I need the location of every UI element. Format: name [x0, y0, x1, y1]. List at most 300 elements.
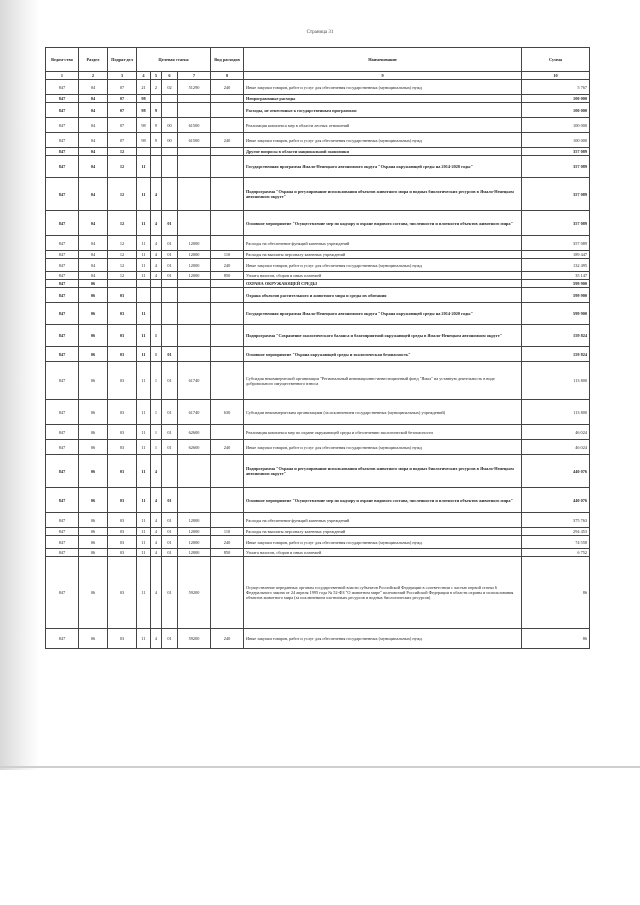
cell-cs2 [151, 156, 162, 178]
table-row [46, 95, 590, 103]
cell-podrazdel: 03 [108, 362, 137, 400]
cell-podrazdel: 03 [108, 629, 137, 649]
cell-razdel: 06 [79, 440, 108, 455]
cell-cs2: 4 [151, 488, 162, 513]
cell-cs1: 11 [137, 211, 151, 236]
table-row [46, 178, 590, 211]
cell-ved: 847 [46, 259, 79, 272]
cell-cs3 [162, 148, 178, 156]
cell-ved: 847 [46, 536, 79, 549]
cell-cs4: 61740 [178, 362, 211, 400]
cell-sum: 294 453 [522, 528, 590, 536]
cell-vid [211, 425, 244, 440]
cell-cs4 [178, 280, 211, 288]
cell-cs4 [178, 488, 211, 513]
cell-cs2: 4 [151, 178, 162, 211]
cell-cs2: 4 [151, 259, 162, 272]
header-sum: Сумма [522, 48, 590, 72]
header-vid: Вид расходов [211, 48, 244, 72]
cell-podrazdel: 12 [108, 178, 137, 211]
column-index-cell: 2 [79, 72, 108, 80]
cell-vid [211, 118, 244, 133]
cell-cs1: 98 [137, 118, 151, 133]
cell-cs1 [137, 148, 151, 156]
cell-cs3: 01 [162, 259, 178, 272]
cell-cs4: 62600 [178, 440, 211, 455]
cell-podrazdel: 12 [108, 211, 137, 236]
cell-cs4: 62600 [178, 425, 211, 440]
cell-ved: 847 [46, 488, 79, 513]
cell-name: Другие вопросы в области национальной экономики [244, 148, 522, 156]
cell-podrazdel: 12 [108, 259, 137, 272]
cell-cs2: 4 [151, 236, 162, 251]
cell-razdel: 06 [79, 280, 108, 288]
cell-cs4: 59200 [178, 557, 211, 629]
cell-vid [211, 347, 244, 362]
cell-razdel: 04 [79, 118, 108, 133]
cell-sum: 6 752 [522, 549, 590, 557]
cell-cs2: 4 [151, 528, 162, 536]
cell-cs3 [162, 325, 178, 347]
column-index-row [46, 72, 590, 80]
column-index-cell: 10 [522, 72, 590, 80]
cell-vid [211, 362, 244, 400]
cell-cs1: 11 [137, 629, 151, 649]
cell-cs4 [178, 211, 211, 236]
cell-podrazdel: 03 [108, 325, 137, 347]
table-row [46, 629, 590, 649]
cell-ved: 847 [46, 362, 79, 400]
cell-podrazdel: 03 [108, 440, 137, 455]
cell-cs2: 1 [151, 347, 162, 362]
cell-cs4 [178, 325, 211, 347]
cell-vid [211, 156, 244, 178]
cell-ved: 847 [46, 272, 79, 280]
cell-podrazdel: 12 [108, 236, 137, 251]
cell-sum: 100 000 [522, 103, 590, 118]
cell-sum: 5 767 [522, 80, 590, 95]
cell-cs1: 11 [137, 325, 151, 347]
cell-razdel: 04 [79, 80, 108, 95]
cell-vid [211, 325, 244, 347]
cell-name: Основное мероприятие "Охрана окружающей среды и экологическая безопасность" [244, 347, 522, 362]
cell-cs2: 9 [151, 133, 162, 148]
table-row [46, 347, 590, 362]
cell-razdel: 06 [79, 400, 108, 425]
table-row [46, 236, 590, 251]
cell-ved: 847 [46, 528, 79, 536]
cell-podrazdel: 07 [108, 133, 137, 148]
cell-cs2: 1 [151, 362, 162, 400]
cell-name: Государственная программа Ямало-Ненецкого автономного округа "Охрана окружающей среды на 2014-2020 годы" [244, 156, 522, 178]
cell-cs1: 11 [137, 272, 151, 280]
cell-name: Иные закупки товаров, работ и услуг для обеспечения государственных (муниципальных) нужд [244, 629, 522, 649]
cell-ved: 847 [46, 557, 79, 629]
cell-ved: 847 [46, 425, 79, 440]
cell-ved: 847 [46, 156, 79, 178]
cell-name: Иные закупки товаров, работ и услуг для обеспечения государственных (муниципальных) нужд [244, 259, 522, 272]
cell-cs1: 11 [137, 400, 151, 425]
cell-cs1: 21 [137, 80, 151, 95]
cell-vid [211, 488, 244, 513]
table-row [46, 513, 590, 528]
cell-vid [211, 95, 244, 103]
cell-name: Расходы на выплаты персоналу казенных учреждений [244, 251, 522, 259]
cell-vid: 850 [211, 549, 244, 557]
cell-cs1: 11 [137, 549, 151, 557]
cell-ved: 847 [46, 178, 79, 211]
header-celevaya: Целевая статья [137, 48, 211, 72]
cell-razdel: 06 [79, 557, 108, 629]
cell-cs3: 02 [162, 80, 178, 95]
cell-cs1: 11 [137, 536, 151, 549]
cell-name: Иные закупки товаров, работ и услуг для обеспечения государственных (муниципальных) нужд [244, 80, 522, 95]
cell-cs3 [162, 455, 178, 488]
cell-name: Иные закупки товаров, работ и услуг для обеспечения государственных (муниципальных) нужд [244, 536, 522, 549]
cell-sum: 375 763 [522, 513, 590, 528]
cell-cs4: 12000 [178, 272, 211, 280]
cell-podrazdel: 07 [108, 103, 137, 118]
cell-vid: 240 [211, 80, 244, 95]
cell-name: Иные закупки товаров, работ и услуг для обеспечения государственных (муниципальных) нужд [244, 133, 522, 148]
table-row [46, 440, 590, 455]
cell-vid [211, 211, 244, 236]
cell-cs4: 12000 [178, 536, 211, 549]
cell-vid [211, 288, 244, 303]
cell-vid: 240 [211, 259, 244, 272]
cell-cs1: 98 [137, 103, 151, 118]
column-index-cell: 1 [46, 72, 79, 80]
cell-sum: 599 900 [522, 288, 590, 303]
cell-vid [211, 148, 244, 156]
cell-ved: 847 [46, 133, 79, 148]
cell-cs2: 4 [151, 549, 162, 557]
column-index-cell: 5 [151, 72, 162, 80]
cell-name: Уплата налогов, сборов и иных платежей [244, 549, 522, 557]
cell-sum: 35 147 [522, 272, 590, 280]
cell-vid [211, 236, 244, 251]
cell-name: ОХРАНА ОКРУЖАЮЩЕЙ СРЕДЫ [244, 280, 522, 288]
cell-podrazdel: 12 [108, 156, 137, 178]
cell-name: Подпрограмма "Сохранение экологического баланса и благоприятной окружающей среды в Ямало-Ненецком автономном округе" [244, 325, 522, 347]
cell-ved: 847 [46, 549, 79, 557]
cell-cs3: 01 [162, 513, 178, 528]
cell-ved: 847 [46, 95, 79, 103]
cell-ved: 847 [46, 513, 79, 528]
cell-podrazdel: 03 [108, 425, 137, 440]
cell-ved: 847 [46, 118, 79, 133]
cell-cs4: 12000 [178, 251, 211, 259]
cell-cs4: 12000 [178, 549, 211, 557]
cell-vid [211, 513, 244, 528]
cell-cs2: 4 [151, 211, 162, 236]
page-bottom-edge [0, 766, 640, 768]
cell-razdel: 06 [79, 528, 108, 536]
cell-cs4 [178, 148, 211, 156]
cell-ved: 847 [46, 251, 79, 259]
cell-sum: 599 900 [522, 280, 590, 288]
cell-cs2 [151, 288, 162, 303]
cell-razdel: 04 [79, 103, 108, 118]
cell-razdel: 06 [79, 288, 108, 303]
cell-cs3: 01 [162, 347, 178, 362]
cell-razdel: 06 [79, 325, 108, 347]
cell-razdel: 06 [79, 536, 108, 549]
table-row [46, 118, 590, 133]
cell-name: Основное мероприятие "Осуществление мер по надзору и охране видового состава, численности и плотности объектов животного мира" [244, 211, 522, 236]
table-row [46, 455, 590, 488]
cell-cs4: 12000 [178, 513, 211, 528]
cell-name: Реализация комплекса мер в области лесных отношений [244, 118, 522, 133]
cell-vid [211, 557, 244, 629]
cell-cs3: 01 [162, 440, 178, 455]
cell-cs1: 11 [137, 488, 151, 513]
cell-razdel: 06 [79, 455, 108, 488]
cell-cs1: 11 [137, 347, 151, 362]
cell-sum: 357 089 [522, 178, 590, 211]
cell-razdel: 06 [79, 629, 108, 649]
table-row [46, 557, 590, 629]
table-row [46, 425, 590, 440]
cell-cs3: 01 [162, 425, 178, 440]
cell-ved: 847 [46, 103, 79, 118]
cell-cs3: 00 [162, 118, 178, 133]
table-row [46, 103, 590, 118]
budget-table [45, 47, 590, 649]
cell-podrazdel: 07 [108, 80, 137, 95]
cell-ved: 847 [46, 455, 79, 488]
column-index-cell: 8 [211, 72, 244, 80]
cell-sum: 100 000 [522, 133, 590, 148]
cell-cs1: 11 [137, 557, 151, 629]
cell-cs1: 11 [137, 303, 151, 325]
cell-cs2: 4 [151, 455, 162, 488]
cell-cs2: 1 [151, 400, 162, 425]
table-row [46, 259, 590, 272]
cell-ved: 847 [46, 280, 79, 288]
table-row [46, 288, 590, 303]
cell-cs3: 01 [162, 211, 178, 236]
cell-cs2: 4 [151, 557, 162, 629]
cell-razdel: 04 [79, 133, 108, 148]
cell-vid [211, 303, 244, 325]
cell-name: Субсидия некоммерческой организации "Региональный инновационно-инвестиционный фонд "Ямал" на уставную деятельность в виде добровольного имущественного взноса [244, 362, 522, 400]
cell-sum: 74 558 [522, 536, 590, 549]
cell-podrazdel: 03 [108, 288, 137, 303]
table-row [46, 536, 590, 549]
cell-podrazdel: 03 [108, 455, 137, 488]
cell-sum: 100 000 [522, 118, 590, 133]
page-number: Страница 31 [306, 30, 334, 35]
cell-cs3 [162, 280, 178, 288]
cell-cs2 [151, 280, 162, 288]
header-podrazdel: Подраз-дел [108, 48, 137, 72]
cell-razdel: 06 [79, 488, 108, 513]
cell-sum: 357 089 [522, 156, 590, 178]
cell-cs1: 11 [137, 236, 151, 251]
cell-vid: 630 [211, 400, 244, 425]
cell-ved: 847 [46, 347, 79, 362]
cell-sum: 86 [522, 557, 590, 629]
cell-cs1: 11 [137, 440, 151, 455]
cell-vid: 240 [211, 440, 244, 455]
cell-podrazdel: 12 [108, 148, 137, 156]
cell-sum: 159 824 [522, 347, 590, 362]
table-row [46, 303, 590, 325]
cell-podrazdel: 03 [108, 528, 137, 536]
cell-razdel: 04 [79, 259, 108, 272]
cell-razdel: 06 [79, 303, 108, 325]
cell-cs2: 1 [151, 425, 162, 440]
table-body [46, 80, 590, 649]
column-index-cell: 3 [108, 72, 137, 80]
cell-cs3: 01 [162, 236, 178, 251]
cell-cs1: 11 [137, 178, 151, 211]
cell-vid: 110 [211, 251, 244, 259]
cell-vid [211, 103, 244, 118]
cell-podrazdel: 12 [108, 272, 137, 280]
table-row [46, 528, 590, 536]
cell-cs2: 4 [151, 251, 162, 259]
cell-name: Расходы, не отнесенные к государственным программам [244, 103, 522, 118]
cell-cs4: 51290 [178, 80, 211, 95]
cell-ved: 847 [46, 303, 79, 325]
cell-podrazdel: 03 [108, 347, 137, 362]
cell-cs3: 01 [162, 557, 178, 629]
cell-sum: 100 000 [522, 95, 590, 103]
column-index-cell: 6 [162, 72, 178, 80]
cell-sum: 113 800 [522, 400, 590, 425]
cell-razdel: 04 [79, 251, 108, 259]
cell-cs1: 98 [137, 133, 151, 148]
cell-cs2: 1 [151, 325, 162, 347]
cell-ved: 847 [46, 211, 79, 236]
cell-cs2: 9 [151, 118, 162, 133]
cell-cs3 [162, 178, 178, 211]
cell-sum: 159 824 [522, 325, 590, 347]
cell-vid [211, 455, 244, 488]
cell-cs4: 61740 [178, 400, 211, 425]
cell-razdel: 06 [79, 513, 108, 528]
cell-ved: 847 [46, 288, 79, 303]
cell-podrazdel: 07 [108, 95, 137, 103]
table-row [46, 549, 590, 557]
cell-cs1 [137, 280, 151, 288]
cell-name: Реализация комплекса мер по охране окружающей среды и обеспечению экологической безопасности [244, 425, 522, 440]
cell-ved: 847 [46, 236, 79, 251]
cell-cs3: 01 [162, 251, 178, 259]
cell-name: Субсидии некоммерческим организациям (за исключением государственных (муниципальных) учреждений) [244, 400, 522, 425]
cell-cs1: 11 [137, 513, 151, 528]
cell-sum: 189 447 [522, 251, 590, 259]
cell-razdel: 04 [79, 148, 108, 156]
cell-podrazdel [108, 280, 137, 288]
cell-cs2 [151, 95, 162, 103]
cell-podrazdel: 07 [108, 118, 137, 133]
cell-cs3 [162, 288, 178, 303]
cell-sum: 113 800 [522, 362, 590, 400]
cell-cs4: 12000 [178, 528, 211, 536]
header-name: Наименование [244, 48, 522, 72]
cell-cs4 [178, 95, 211, 103]
cell-sum: 357 089 [522, 211, 590, 236]
cell-razdel: 04 [79, 211, 108, 236]
cell-podrazdel: 03 [108, 400, 137, 425]
cell-cs4: 59200 [178, 629, 211, 649]
cell-podrazdel: 03 [108, 303, 137, 325]
cell-cs3 [162, 95, 178, 103]
cell-sum: 132 495 [522, 259, 590, 272]
cell-name: Охрана объектов растительного и животного мира и среды их обитания [244, 288, 522, 303]
cell-cs1: 11 [137, 156, 151, 178]
cell-podrazdel: 03 [108, 536, 137, 549]
table-row [46, 251, 590, 259]
cell-sum: 599 900 [522, 303, 590, 325]
cell-sum: 86 [522, 629, 590, 649]
table-row [46, 148, 590, 156]
cell-cs4: 61500 [178, 133, 211, 148]
cell-cs3: 01 [162, 272, 178, 280]
cell-cs3: 01 [162, 400, 178, 425]
column-index-cell: 7 [178, 72, 211, 80]
cell-ved: 847 [46, 440, 79, 455]
table-row [46, 211, 590, 236]
table-row [46, 362, 590, 400]
cell-ved: 847 [46, 80, 79, 95]
cell-vid: 850 [211, 272, 244, 280]
cell-cs1: 11 [137, 259, 151, 272]
cell-sum: 46 024 [522, 425, 590, 440]
cell-sum: 440 076 [522, 455, 590, 488]
cell-ved: 847 [46, 325, 79, 347]
cell-cs3: 00 [162, 133, 178, 148]
cell-name: Уплата налогов, сборов и иных платежей [244, 272, 522, 280]
cell-cs1: 11 [137, 362, 151, 400]
cell-vid [211, 178, 244, 211]
table-row [46, 133, 590, 148]
cell-cs3: 01 [162, 528, 178, 536]
cell-sum: 46 024 [522, 440, 590, 455]
cell-razdel: 04 [79, 95, 108, 103]
cell-razdel: 04 [79, 236, 108, 251]
table-row [46, 80, 590, 95]
cell-cs4 [178, 178, 211, 211]
cell-cs2: 4 [151, 272, 162, 280]
cell-sum: 440 076 [522, 488, 590, 513]
cell-cs4 [178, 347, 211, 362]
cell-cs2: 4 [151, 536, 162, 549]
cell-ved: 847 [46, 148, 79, 156]
cell-razdel: 06 [79, 425, 108, 440]
cell-cs2: 1 [151, 440, 162, 455]
cell-cs4: 12000 [178, 236, 211, 251]
cell-vid: 240 [211, 629, 244, 649]
cell-name: Осуществление переданных органам государственной власти субъектов Российской Федерации в соответствии с частью первой статьи 6 Федерального закона от 24 апреля 1995 года № 52-ФЗ "О животном мире" полномочий Российской Федерации в области охраны и использования объектов животного мира (за исключением охотничьих ресурсов и водных биологических ресурсов) [244, 557, 522, 629]
cell-razdel: 04 [79, 178, 108, 211]
cell-vid: 110 [211, 528, 244, 536]
cell-cs2 [151, 303, 162, 325]
cell-cs2: 4 [151, 629, 162, 649]
table-row [46, 400, 590, 425]
cell-cs3: 01 [162, 549, 178, 557]
cell-name: Государственная программа Ямало-Ненецкого автономного округа "Охрана окружающей среды на 2014-2020 годы" [244, 303, 522, 325]
table-row [46, 156, 590, 178]
cell-name: Расходы на обеспечение функций казенных учреждений [244, 513, 522, 528]
cell-podrazdel: 03 [108, 513, 137, 528]
cell-cs3 [162, 303, 178, 325]
cell-razdel: 06 [79, 549, 108, 557]
cell-vid [211, 280, 244, 288]
